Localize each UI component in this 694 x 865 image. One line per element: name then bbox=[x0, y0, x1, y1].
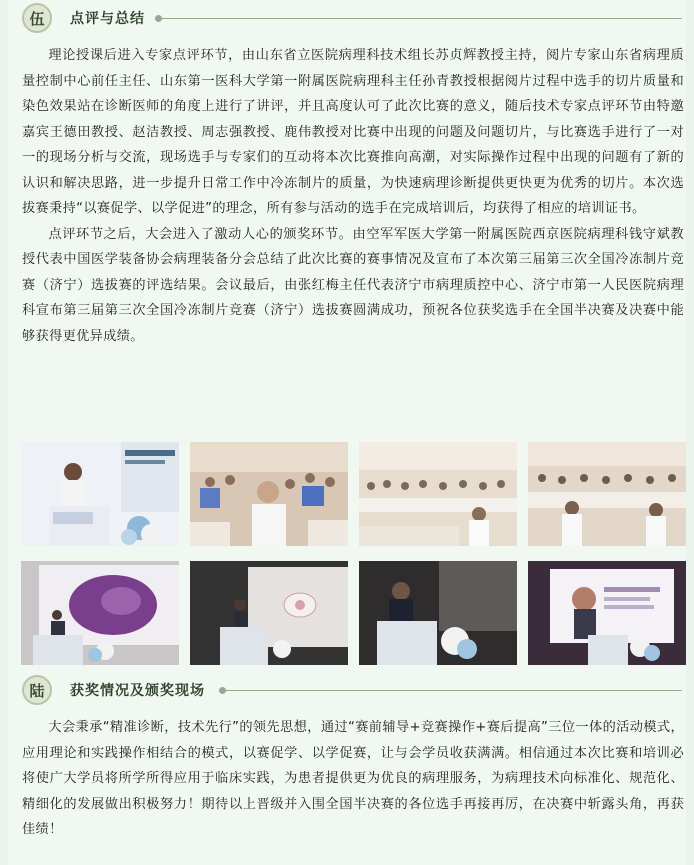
paragraph: 点评环节之后，大会进入了激动人心的颁奖环节。由空军军医大学第一附属医院西京医院病理科钱守斌教授代表中国医学装备协会病理装备分会总结了此次比赛的赛事情况及宣布了本次第三届第三次全国冷冻制片竞赛（济宁）选拔赛的评选结果。会议最后，由张红梅主任代表济宁市病理质控中心、济宁市第一人民医院病理科宣布第三届第三次全国冷冻制片竞赛（济宁）选拔赛圆满成功，预祝各位获奖选手在全国半决赛及决赛中能够获得更优异成绩。 bbox=[22, 226, 684, 344]
section-awards-body bbox=[22, 715, 684, 843]
photo-conference-hall bbox=[359, 442, 517, 546]
section-title: 点评与总结 bbox=[70, 11, 145, 27]
photo-gallery bbox=[21, 442, 687, 666]
photo-audience-seated bbox=[528, 442, 686, 546]
photo-speaker-microphone bbox=[359, 561, 517, 665]
section-divider bbox=[226, 690, 682, 691]
section-header-review bbox=[22, 3, 682, 33]
section-badge: 陆 bbox=[22, 675, 52, 705]
page bbox=[8, 0, 686, 865]
photo-speaker-podium bbox=[21, 442, 179, 546]
photo-audience-question bbox=[190, 442, 348, 546]
section-review-body bbox=[22, 43, 684, 349]
section-badge: 伍 bbox=[22, 3, 52, 33]
paragraph: 大会秉承“精准诊断，技术先行”的领先思想，通过“赛前辅导+竞赛操作+赛后提高”三位一体的活动模式，应用理论和实践操作相结合的模式，以赛促学、以学促赛，让与会学员收获满满。相信通过本次比赛和培训必将使广大学员将所学所得应用于临床实践，为患者提供更为优良的病理服务，为病理技术向标准化、规范化、精细化的发展做出积极努力！期待以上晋级并入围全国半决赛的各位选手再接再厉，在决赛中斩露头角，再获佳绩！ bbox=[22, 720, 684, 837]
photo-speaker-screen bbox=[190, 561, 348, 665]
section-title: 获奖情况及颁奖现场 bbox=[70, 683, 205, 699]
photo-lecture-slide bbox=[21, 561, 179, 665]
photo-presentation-stage bbox=[528, 561, 686, 665]
paragraph: 理论授课后进入专家点评环节，由山东省立医院病理科技术组长苏贞辉教授主持，阅片专家山东省病理质量控制中心前任主任、山东第一医科大学第一附属医院病理科主任孙青教授根据阅片过程中选手的切片质量和染色效果站在诊断医师的角度上进行了讲评，并且高度认可了此次比赛的意义，随后技术专家点评环节由特邀嘉宾王德田教授、赵洁教授、周志强教授、鹿伟教授对比赛中出现的问题及问题切片，与比赛选手进行了一对一的现场分析与交流，现场选手与专家们的互动将本次比赛推向高潮，对实际操作过程中出现的问题有了新的认识和解决思路，进一步提升日常工作中冷冻制片的质量，为快速病理诊断提供更快更为优秀的切片。本次选拔赛秉持“以赛促学、以学促进”的理念，所有参与活动的选手在完成培训后，均获得了相应的培训证书。 bbox=[22, 48, 684, 216]
section-divider bbox=[162, 18, 682, 19]
section-header-awards bbox=[22, 675, 682, 705]
